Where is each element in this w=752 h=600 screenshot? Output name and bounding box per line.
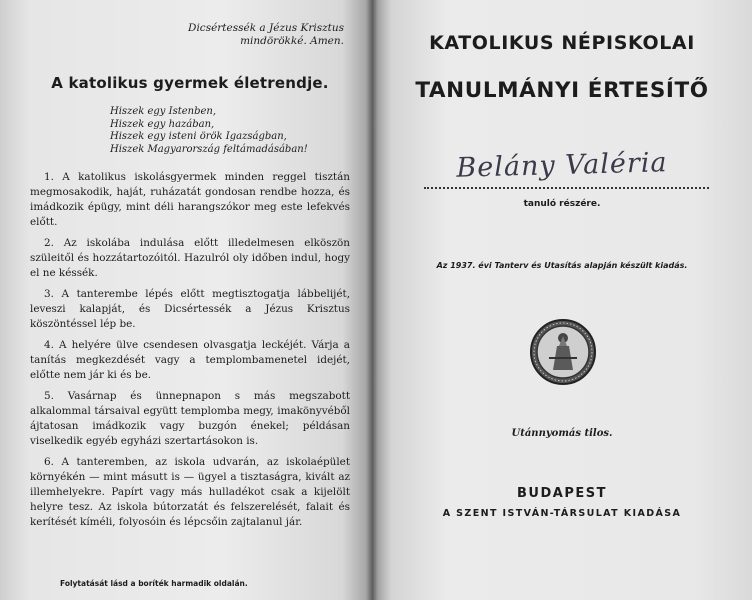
creed-line: Hiszek Magyarország feltámadásában! bbox=[110, 143, 308, 155]
continuation-note: Folytatását lásd a boríték harmadik oldalán. bbox=[60, 579, 248, 588]
no-reprint-note: Utánnyomás tilos. bbox=[511, 428, 613, 439]
saint-stephen-seal-icon bbox=[529, 318, 597, 386]
creed-line: Hiszek egy Istenben, bbox=[110, 106, 217, 117]
rule-paragraph: 6. A tanteremben, az iskola udvarán, az iskolaépület környékén — mint másutt is — ügyel a tisztaságra, kivált az illemhelyekre. Papírt vagy más hulladékot csak a kijelölt helyre tesz. Az iskola bútorzatát és felszerelését, falait és kerítését kíméli, folyosóin és lépcsőin zajtalanul jár. bbox=[30, 456, 350, 528]
rules-list bbox=[30, 170, 350, 530]
rule-paragraph: 2. Az iskolába indulása előtt illedelmesen elköszön szüleitől és hozzátartozóitól. Hazulról oly időben indul, hogy el ne késsék. bbox=[30, 237, 350, 279]
for-student-label: tanuló részére. bbox=[523, 199, 601, 209]
salutation-line: mindörökké. Amen. bbox=[240, 35, 344, 47]
life-rules-title: A katolikus gyermek életrendje. bbox=[51, 74, 329, 92]
left-page bbox=[0, 0, 372, 600]
creed-line: Hiszek egy isteni örök Igazságban, bbox=[110, 131, 287, 142]
right-page bbox=[372, 0, 752, 600]
creed bbox=[110, 106, 350, 156]
book-gutter bbox=[366, 0, 378, 600]
report-title-line1: KATOLIKUS NÉPISKOLAI bbox=[429, 32, 695, 54]
publisher-city: BUDAPEST bbox=[517, 486, 607, 501]
salutation bbox=[30, 22, 344, 48]
edition-note: Az 1937. évi Tanterv és Utasítás alapján készült kiadás. bbox=[436, 261, 688, 270]
salutation-line: Dicsértessék a Jézus Krisztus bbox=[188, 22, 344, 34]
rule-paragraph: 1. A katolikus iskolásgyermek minden reggel tisztán megmosakodik, haját, ruházatát gondosan rendbe hozza, és imádkozik épügy, mint déli harangszókor meg este lefekvés előtt. bbox=[30, 171, 350, 228]
report-title-line2: TANULMÁNYI ÉRTESÍTŐ bbox=[415, 78, 709, 103]
rule-paragraph: 4. A helyére ülve csendesen olvasgatja leckéjét. Várja a tanítás megkezdését vagy a templombamenetel idejét, előtte nem jár ki és be. bbox=[30, 339, 350, 381]
name-dotted-line bbox=[424, 187, 709, 189]
publisher-name: A SZENT ISTVÁN-TÁRSULAT KIADÁSA bbox=[442, 508, 682, 519]
student-name-handwritten: Belány Valéria bbox=[456, 147, 668, 184]
creed-line: Hiszek egy hazában, bbox=[110, 118, 215, 130]
rule-paragraph: 5. Vasárnap és ünnepnapon s más megszabott alkalommal társaival együtt templomba megy, imakönyvéből ájtatosan imádkozik vagy buzgón énekel; példásan viselkedik egyéb egyházi szertartásokon is. bbox=[30, 390, 350, 447]
rule-paragraph: 3. A tanterembe lépés előtt megtisztogatja lábbelijét, leveszi kalapját, és Dicsértessék a Jézus Krisztus köszöntéssel lép be. bbox=[30, 288, 350, 330]
